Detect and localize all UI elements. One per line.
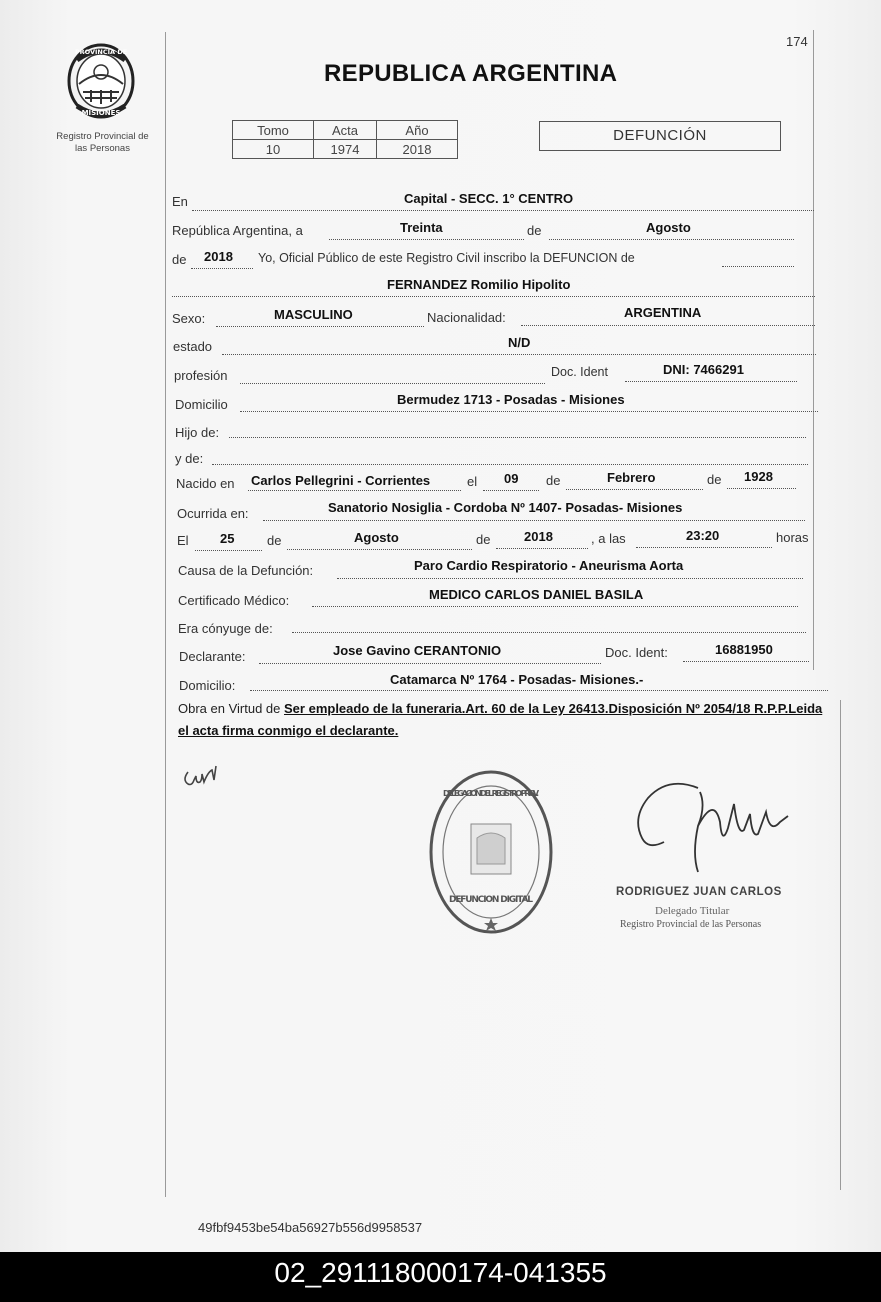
value-anio: 2018 xyxy=(377,140,458,159)
nacionalidad-label: Nacionalidad: xyxy=(427,310,506,325)
registry-header-row xyxy=(233,121,458,140)
conyuge-dotted-line xyxy=(292,632,806,633)
anio-prefix: de xyxy=(172,252,187,267)
en-value: Capital - SECC. 1° CENTRO xyxy=(404,191,574,206)
hora-dotted-line xyxy=(636,547,772,548)
declarante-dotted-line xyxy=(259,663,601,664)
decl-doc-value: 16881950 xyxy=(715,642,773,657)
en-label: En xyxy=(172,194,188,209)
nac-anio: 1928 xyxy=(744,469,773,484)
nac-anio-dotted-line xyxy=(727,488,796,489)
ocurrida-label: Ocurrida en: xyxy=(177,506,249,521)
certificado-dotted-line xyxy=(312,606,798,607)
nacionalidad-value: ARGENTINA xyxy=(624,305,702,320)
domicilio-label: Domicilio xyxy=(175,397,228,412)
certificado-value: MEDICO CARLOS DANIEL BASILA xyxy=(429,587,644,602)
seal-ring-text: DELEGACION DEL REGISTRO PROV. xyxy=(443,789,539,798)
mes-texto: Agosto xyxy=(646,220,691,235)
fallec-anio-dotted-line xyxy=(496,548,588,549)
fallec-mes-dotted-line xyxy=(287,549,472,550)
estado-label: estado xyxy=(173,339,213,354)
decl-doc-dotted-line xyxy=(683,661,809,662)
nac-de2-label: de xyxy=(707,472,722,487)
value-acta: 1974 xyxy=(314,140,377,159)
mes-dotted-line xyxy=(549,239,794,240)
document-type-box: DEFUNCIÓN xyxy=(539,121,781,151)
logo-text-top: PROVINCIA DE xyxy=(74,48,128,56)
province-coat-of-arms-logo xyxy=(63,40,139,122)
nac-mes: Febrero xyxy=(607,470,656,485)
declarante-value: Jose Gavino CERANTONIO xyxy=(333,643,502,658)
nombre-dotted-line xyxy=(172,296,815,297)
domicilio-value: Bermudez 1713 - Posadas - Misiones xyxy=(397,392,625,407)
nac-dia: 09 xyxy=(504,471,519,486)
fallec-anio: 2018 xyxy=(524,529,553,544)
doc-dotted-line xyxy=(625,381,797,382)
header-tomo: Tomo xyxy=(233,121,314,140)
registrar-organization: Registro Provincial de las Personas xyxy=(620,919,762,930)
header-acta: Acta xyxy=(314,121,377,140)
declarante-label: Declarante: xyxy=(179,649,246,664)
nacido-label: Nacido en xyxy=(176,476,235,491)
decl-domicilio-label: Domicilio: xyxy=(179,678,236,693)
causa-value: Paro Cardio Respiratorio - Aneurisma Aorta xyxy=(414,558,684,573)
hijo-label: Hijo de: xyxy=(175,425,220,440)
nacido-value: Carlos Pellegrini - Corrientes xyxy=(251,473,431,488)
sexo-label: Sexo: xyxy=(172,311,206,326)
fallec-dia: 25 xyxy=(220,531,235,546)
sexo-value: MASCULINO xyxy=(274,307,353,322)
profesion-dotted-line xyxy=(240,383,545,384)
yde-label: y de: xyxy=(175,451,204,466)
estado-value: N/D xyxy=(508,335,531,350)
doc-label: Doc. Ident xyxy=(551,365,608,379)
yde-dotted-line xyxy=(212,464,808,465)
ocurrida-dotted-line xyxy=(263,520,805,521)
domicilio-dotted-line xyxy=(240,411,818,412)
nac-dia-dotted-line xyxy=(483,490,539,491)
hora-value: 23:20 xyxy=(686,528,720,543)
nacido-el-label: el xyxy=(467,474,478,489)
doc-value: DNI: 7466291 xyxy=(663,362,744,377)
logo-caption xyxy=(40,131,165,155)
registry-value-row xyxy=(233,140,458,159)
header-anio: Año xyxy=(377,121,458,140)
inscribo-text: Yo, Oficial Público de este Registro Civil inscribo la DEFUNCION de xyxy=(258,251,635,265)
logo-caption-line2: las Personas xyxy=(75,143,130,154)
right-margin-line-lower xyxy=(840,700,841,1190)
sexo-dotted-line xyxy=(216,326,424,327)
dia-texto: Treinta xyxy=(400,220,443,235)
nac-de1-label: de xyxy=(546,473,561,488)
right-margin-line xyxy=(813,30,814,670)
causa-dotted-line xyxy=(337,578,803,579)
causa-label: Causa de la Defunción: xyxy=(178,563,314,578)
estado-dotted-line xyxy=(222,354,816,355)
registrar-role: Delegado Titular xyxy=(655,905,730,917)
fallec-de2-label: de xyxy=(476,532,491,547)
page-title: REPUBLICA ARGENTINA xyxy=(324,60,618,87)
dia-dotted-line xyxy=(329,239,524,240)
logo-text-bottom: MISIONES xyxy=(81,109,121,117)
nac-mes-dotted-line xyxy=(566,489,703,490)
fallec-mes: Agosto xyxy=(354,530,399,545)
ocurrida-value: Sanatorio Nosiglia - Cordoba Nº 1407- Posadas- Misiones xyxy=(328,500,683,515)
profesion-label: profesión xyxy=(174,368,228,383)
conyuge-label: Era cónyuge de: xyxy=(178,621,273,636)
hijo-dotted-line xyxy=(229,437,806,438)
logo-caption-line1: Registro Provincial de xyxy=(56,131,149,142)
page-number: 174 xyxy=(786,34,808,49)
obra-value: Ser empleado de la funeraria.Art. 60 de la Ley 26413.Disposición Nº 2054/18 R.P.P.Leida el acta firma conmigo el declarante. xyxy=(178,701,823,738)
registrar-name: RODRIGUEZ JUAN CARLOS xyxy=(616,886,782,898)
fallecido-name: FERNANDEZ Romilio Hipolito xyxy=(387,277,571,292)
de-label-1: de xyxy=(527,223,542,238)
decl-domicilio-value: Catamarca Nº 1764 - Posadas- Misiones.- xyxy=(390,672,644,687)
fallec-dia-dotted-line xyxy=(195,550,262,551)
value-tomo: 10 xyxy=(233,140,314,159)
document-hash: 49fbf9453be54ba56927b556d9958537 xyxy=(198,1220,423,1235)
obra-en-virtud-paragraph xyxy=(178,698,828,742)
inscribo-dotted-line xyxy=(722,266,794,267)
nacido-dotted-line xyxy=(248,490,461,491)
anio-dotted-line xyxy=(191,268,253,269)
handwritten-initials xyxy=(182,758,226,788)
alas-label: , a las xyxy=(591,531,626,546)
nacionalidad-dotted-line xyxy=(521,325,815,326)
registrar-signature xyxy=(628,776,798,880)
en-dotted-line xyxy=(192,210,814,211)
anio-value: 2018 xyxy=(204,249,233,264)
official-seal-stamp xyxy=(427,768,555,936)
left-margin-line xyxy=(165,32,166,1197)
seal-inner-text: DEFUNCION DIGITAL xyxy=(449,895,533,905)
decl-domicilio-dotted-line xyxy=(250,690,828,691)
fallec-el-label: El xyxy=(177,533,189,548)
republica-label: República Argentina, a xyxy=(172,223,303,238)
fallec-de1-label: de xyxy=(267,533,282,548)
certificado-label: Certificado Médico: xyxy=(178,593,290,608)
decl-doc-label: Doc. Ident: xyxy=(605,645,668,660)
horas-label: horas xyxy=(776,530,809,545)
registry-table xyxy=(232,120,458,159)
obra-label: Obra en Virtud de xyxy=(178,701,281,716)
barcode-id: 02_291118000174-041355 xyxy=(274,1257,607,1288)
